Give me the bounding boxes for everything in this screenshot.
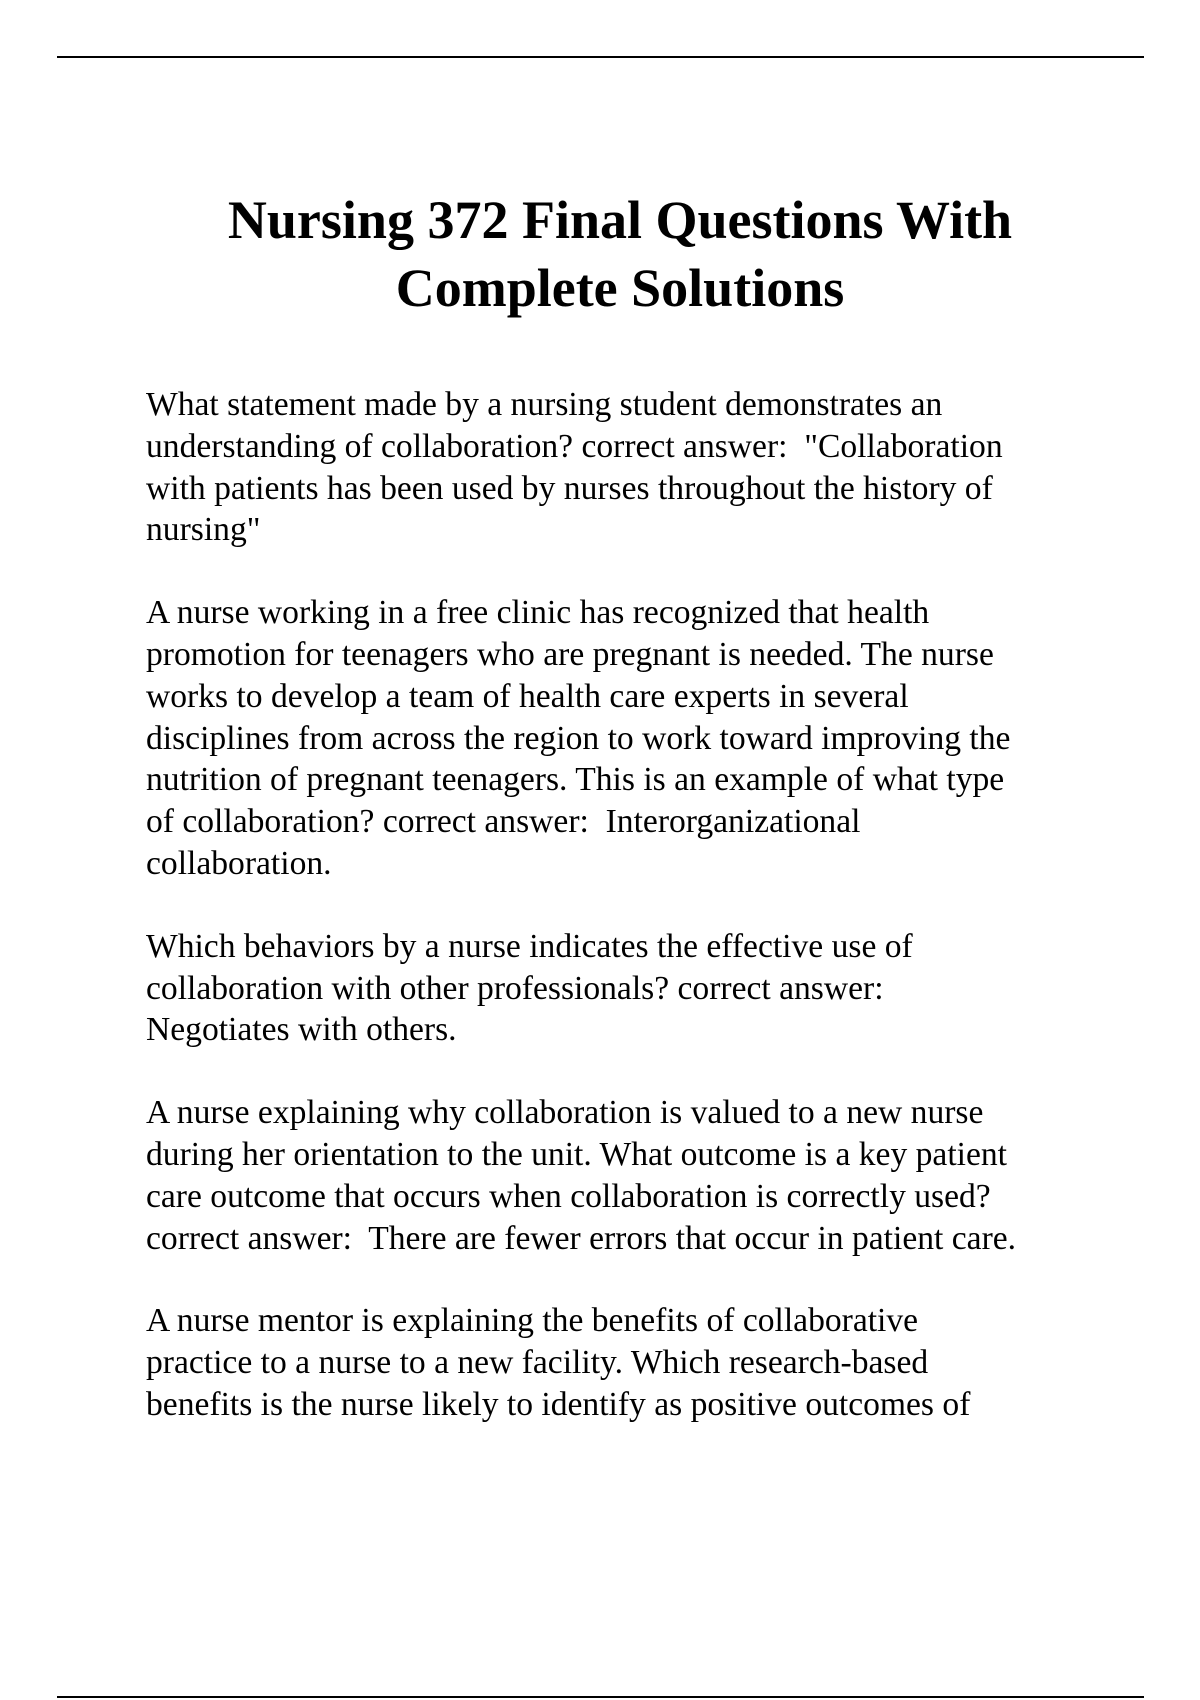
text-line: during her orientation to the unit. What outcome is a key patient — [146, 1135, 1007, 1173]
question-answer-2 — [146, 592, 1156, 885]
text-line: A nurse explaining why collaboration is valued to a new nurse — [146, 1094, 984, 1132]
text-line: nutrition of pregnant teenagers. This is an example of what type — [146, 761, 1005, 799]
text-line: Negotiates with others. — [146, 1011, 457, 1049]
footer-rule — [57, 1696, 1144, 1698]
text-line: What statement made by a nursing student demonstrates an — [146, 386, 943, 423]
question-answer-3 — [146, 926, 1156, 1051]
text-line: understanding of collaboration? correct answer: "Collaboration — [146, 427, 1003, 465]
question-list — [146, 384, 1156, 1467]
text-line: collaboration with other professionals? correct answer: — [146, 969, 884, 1007]
document-title — [100, 186, 1140, 322]
text-line: practice to a nurse to a new facility. Which research-based — [146, 1344, 929, 1382]
header-rule — [57, 56, 1144, 58]
question-answer-5 — [146, 1300, 1156, 1425]
text-line: of collaboration? correct answer: Interorganizational — [146, 803, 861, 841]
title-line-2: Complete Solutions — [395, 258, 845, 318]
text-line: collaboration. — [146, 844, 332, 882]
text-line: promotion for teenagers who are pregnant is needed. The nurse — [146, 635, 994, 673]
question-answer-4 — [146, 1092, 1156, 1259]
text-line: benefits is the nurse likely to identify as positive outcomes of — [146, 1385, 971, 1423]
text-line: disciplines from across the region to work toward improving the — [146, 719, 1011, 757]
text-line: correct answer: There are fewer errors that occur in patient care. — [146, 1219, 1017, 1257]
text-line: A nurse working in a free clinic has recognized that health — [146, 594, 930, 632]
text-line: nursing" — [146, 511, 261, 549]
text-line: care outcome that occurs when collaboration is correctly used? — [146, 1177, 991, 1215]
question-answer-1 — [146, 384, 1156, 551]
text-line: works to develop a team of health care experts in several — [146, 677, 909, 715]
title-line-1: Nursing 372 Final Questions With — [227, 190, 1013, 250]
text-line: with patients has been used by nurses throughout the history of — [146, 469, 993, 507]
text-line: A nurse mentor is explaining the benefits of collaborative — [146, 1302, 919, 1340]
text-line: Which behaviors by a nurse indicates the effective use of — [146, 927, 913, 965]
